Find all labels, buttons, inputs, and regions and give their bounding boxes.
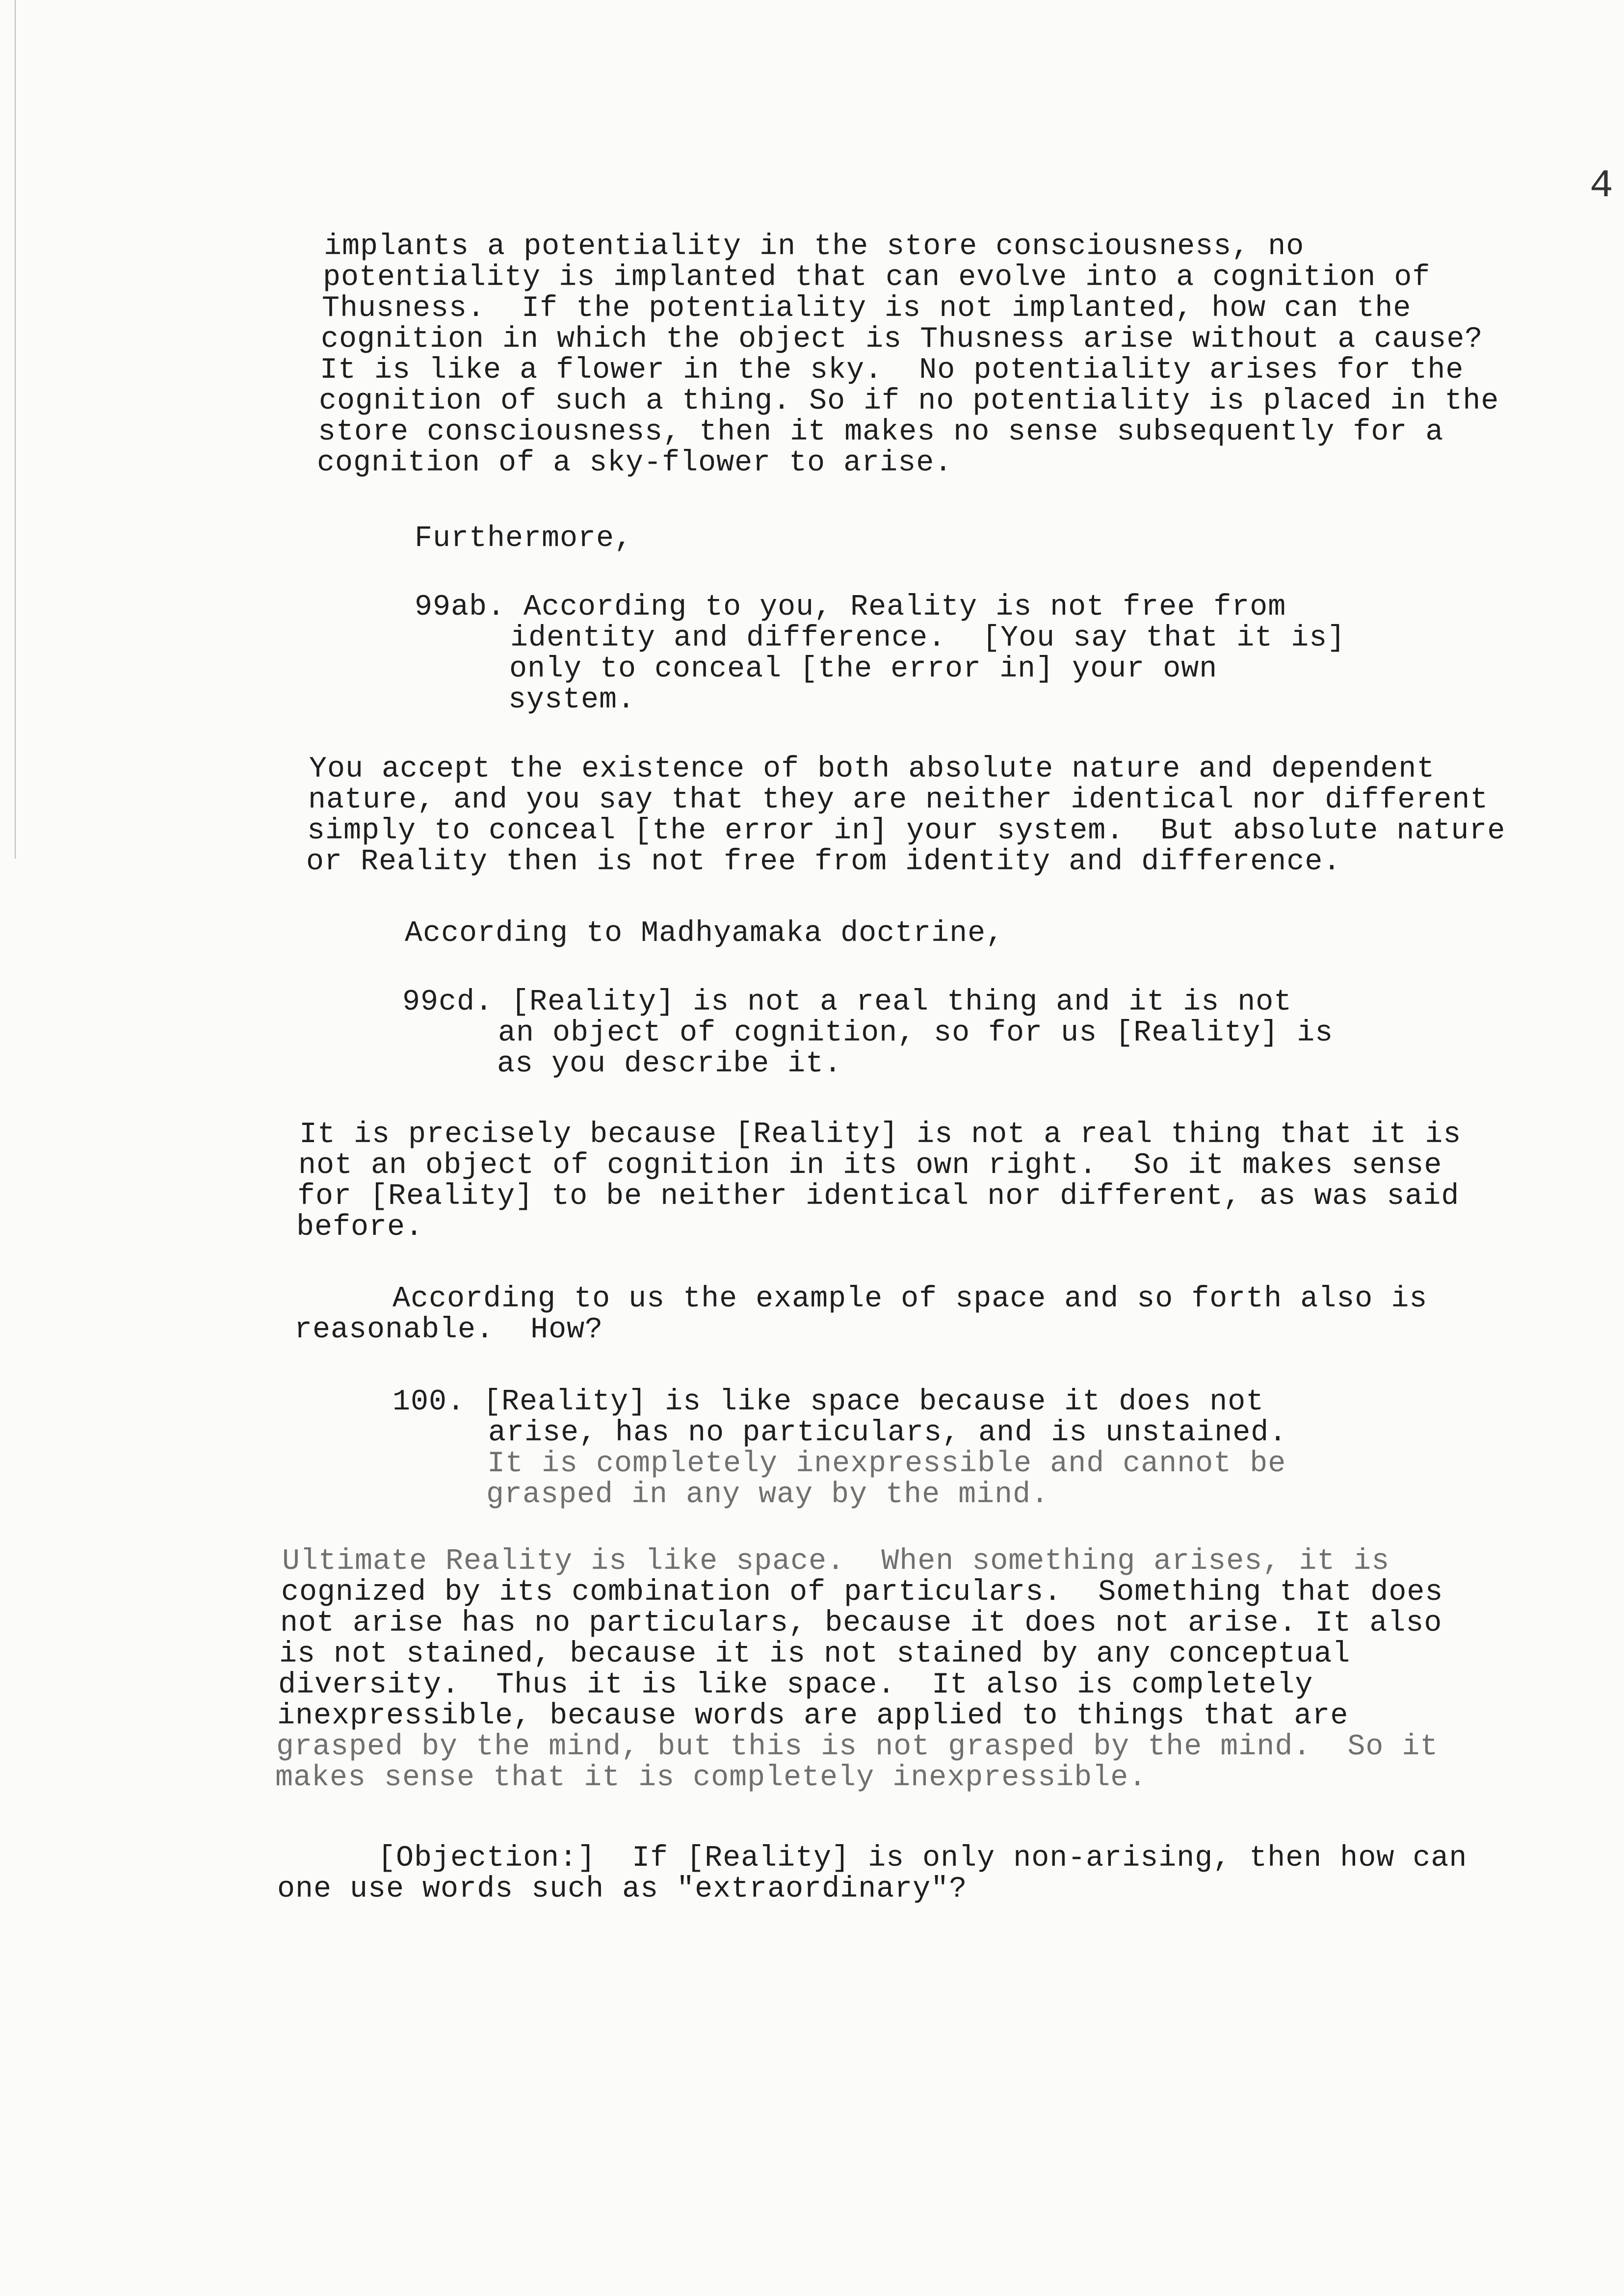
text-line: grasped by the mind, but this is not grasped by the mind. So it (276, 1730, 1439, 1764)
verse-line: 99ab. According to you, Reality is not free from (415, 591, 1286, 624)
text-line: diversity. Thus it is like space. It also is completely (278, 1669, 1313, 1702)
verse-line: 99cd. [Reality] is not a real thing and it is not (402, 986, 1292, 1019)
verse-line: It is completely inexpressible and cannot be (487, 1447, 1286, 1481)
text-line: implants a potentiality in the store consciousness, no (324, 230, 1305, 263)
text-line: before. (296, 1211, 424, 1244)
margin-rule (15, 0, 16, 859)
text-line: According to Madhyamaka doctrine, (405, 917, 1004, 950)
text-line: You accept the existence of both absolute nature and dependent (309, 753, 1435, 786)
text-line: [Objection:] If [Reality] is only non-arising, then how can (378, 1842, 1467, 1875)
verse-line: identity and difference. [You say that it is] (510, 622, 1346, 655)
text-line: It is precisely because [Reality] is not a real thing that it is (299, 1118, 1462, 1151)
text-line: for [Reality] to be neither identical nor different, as was said (297, 1180, 1460, 1213)
text-line: cognized by its combination of particulars. Something that does (281, 1576, 1443, 1609)
text-line: one use words such as "extraordinary"? (277, 1873, 968, 1906)
verse-line: as you describe it. (497, 1047, 842, 1081)
text-line: potentiality is implanted that can evolve into a cognition of (323, 261, 1431, 294)
page-number: 4 (1590, 164, 1614, 209)
text-line: not an object of cognition in its own right. So it makes sense (298, 1149, 1442, 1182)
text-line: inexpressible, because words are applied to things that are (277, 1699, 1349, 1733)
text-line: According to us the example of space and so forth also is (393, 1282, 1428, 1316)
text-line: Thusness. If the potentiality is not implanted, how can the (322, 292, 1412, 325)
verse-line: 100. [Reality] is like space because it does not (393, 1385, 1264, 1419)
verse-line: grasped in any way by the mind. (486, 1478, 1049, 1512)
text-line: is not stained, because it is not stained by any conceptual (279, 1638, 1351, 1671)
verse-line: only to conceal [the error in] your own (509, 652, 1218, 686)
text-line: store consciousness, then it makes no sense subsequently for a (318, 416, 1444, 449)
text-line: simply to conceal [the error in] your system. But absolute nature (307, 814, 1506, 848)
text-line: cognition of such a thing. So if no potentiality is placed in the (319, 385, 1499, 418)
text-line: Ultimate Reality is like space. When something arises, it is (282, 1545, 1390, 1578)
verse-line: arise, has no particulars, and is unstained. (488, 1416, 1287, 1450)
text-line: not arise has no particulars, because it does not arise. It also (280, 1607, 1442, 1640)
verse-line: an object of cognition, so for us [Reality] is (498, 1017, 1334, 1050)
text-line: cognition of a sky-flower to arise. (317, 446, 953, 480)
text-line: nature, and you say that they are neither identical nor different (308, 783, 1489, 817)
text-line: or Reality then is not free from identity and difference. (306, 845, 1341, 879)
text-line: cognition in which the object is Thusness arise without a cause? (321, 323, 1483, 356)
verse-line: system. (508, 683, 636, 717)
text-line: makes sense that it is completely inexpressible. (275, 1761, 1147, 1795)
text-line: reasonable. How? (294, 1313, 603, 1347)
text-line: It is like a flower in the sky. No potentiality arises for the (320, 354, 1464, 387)
text-line: Furthermore, (415, 522, 633, 555)
